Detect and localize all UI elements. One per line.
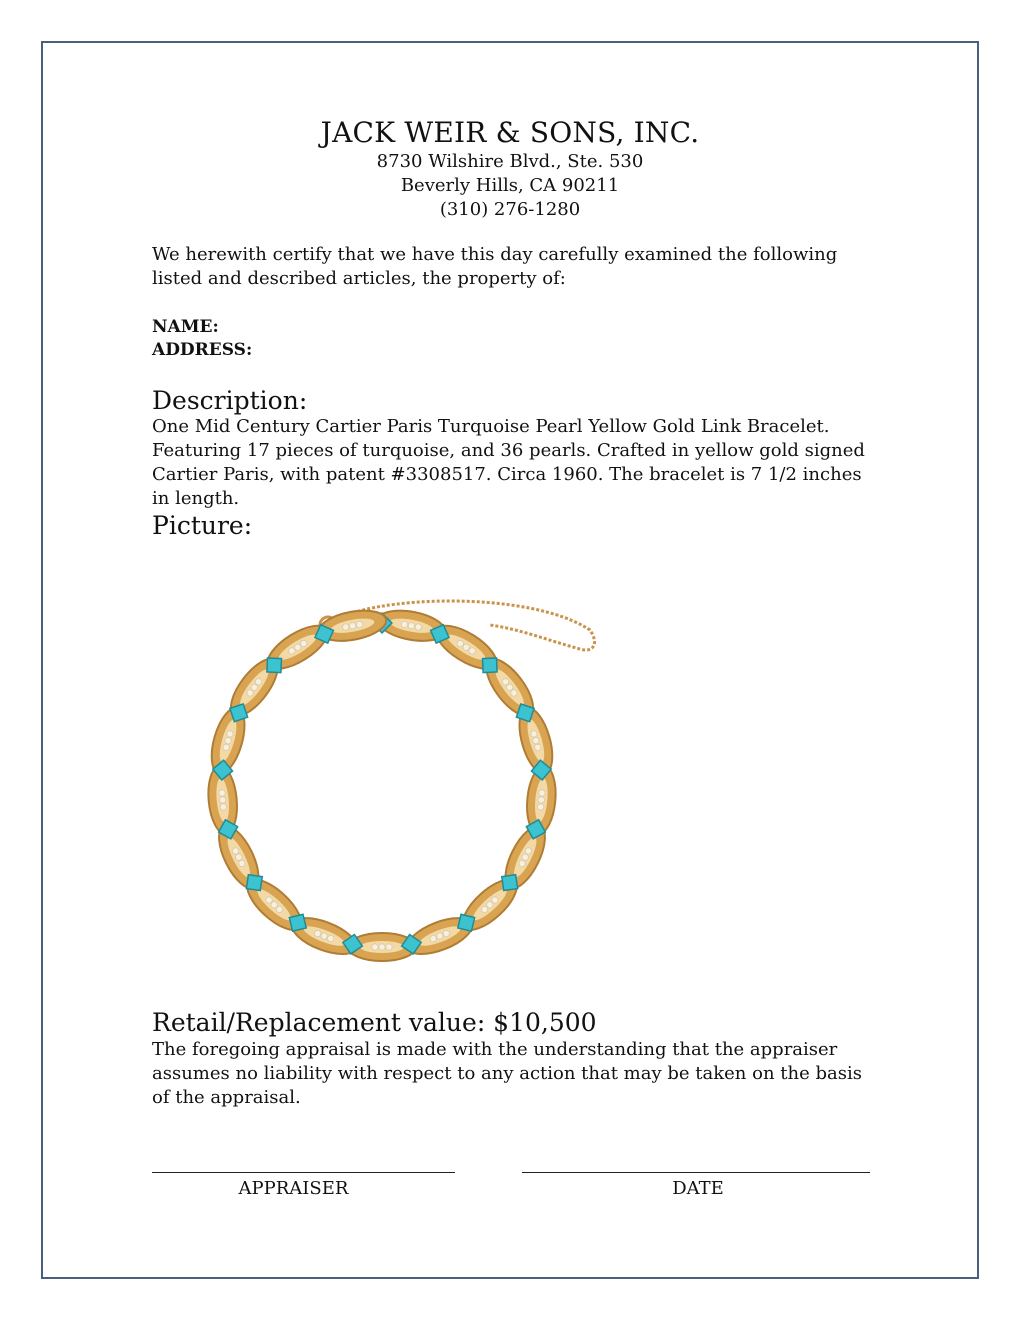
company-name: JACK WEIR & SONS, INC. xyxy=(320,116,700,149)
address-field xyxy=(152,338,882,362)
bracelet-photo xyxy=(200,585,610,965)
pearl xyxy=(506,684,512,690)
pearl xyxy=(349,623,355,629)
pearl xyxy=(239,860,245,866)
pearl xyxy=(401,621,407,627)
pearl xyxy=(511,690,517,696)
pearl xyxy=(301,640,307,646)
pearl xyxy=(430,935,436,941)
turquoise-stone xyxy=(502,875,518,891)
pearl xyxy=(225,737,231,743)
turquoise-stone xyxy=(246,875,262,891)
pearl xyxy=(232,848,238,854)
description-title: Description: xyxy=(152,386,308,415)
pearl xyxy=(539,790,545,796)
appraiser-signature-line xyxy=(152,1172,455,1173)
pearl xyxy=(227,731,233,737)
pearl xyxy=(502,679,508,685)
pearl xyxy=(255,679,261,685)
pearl xyxy=(379,944,385,950)
pearl xyxy=(219,797,225,803)
pearl xyxy=(236,854,242,860)
pearl xyxy=(519,860,525,866)
pearl xyxy=(463,644,469,650)
picture-title: Picture: xyxy=(152,511,253,540)
name-label: NAME: xyxy=(152,317,219,337)
description-text: One Mid Century Cartier Paris Turquoise Pearl Yellow Gold Link Bracelet. Featuring 17 pieces of turquoise, and 36 pearls. Crafted in yellow gold signed Cartier Paris, with patent #3308517. Circa 1960. The bracelet is 7 1/2 inches in length. xyxy=(152,416,865,509)
pearl xyxy=(469,648,475,654)
pearl xyxy=(356,621,362,627)
pearl xyxy=(266,897,272,903)
pearl xyxy=(314,930,320,936)
pearl xyxy=(492,897,498,903)
turquoise-stone xyxy=(458,914,475,931)
pearl xyxy=(533,737,539,743)
company-address-line2: Beverly Hills, CA 90211 xyxy=(400,175,620,196)
pearl xyxy=(223,744,229,750)
pearl xyxy=(321,933,327,939)
pearl xyxy=(538,797,544,803)
pearl xyxy=(219,790,225,796)
pearl xyxy=(386,944,392,950)
name-field xyxy=(152,315,882,339)
pearl xyxy=(295,644,301,650)
pearl xyxy=(415,624,421,630)
pearl xyxy=(437,933,443,939)
disclaimer-text: The foregoing appraisal is made with the understanding that the appraiser assumes no liability with respect to any action that may be taken on the basis of the appraisal. xyxy=(152,1039,862,1108)
pearl xyxy=(457,640,463,646)
certification-text: We herewith certify that we have this day carefully examined the following listed and described articles, the property of: xyxy=(152,244,838,289)
pearl xyxy=(537,804,543,810)
company-address-line1: 8730 Wilshire Blvd., Ste. 530 xyxy=(376,151,644,172)
bracelet-links xyxy=(205,606,558,962)
pearl xyxy=(481,906,487,912)
pearl xyxy=(289,648,295,654)
pearl xyxy=(276,906,282,912)
pearl xyxy=(443,930,449,936)
turquoise-stone xyxy=(289,914,306,931)
date-label: DATE xyxy=(672,1178,724,1199)
turquoise-stone xyxy=(267,658,282,673)
pearl xyxy=(372,944,378,950)
pearl xyxy=(525,848,531,854)
pearl xyxy=(487,902,493,908)
date-signature-line xyxy=(522,1172,870,1173)
pearl xyxy=(251,684,257,690)
retail-value: Retail/Replacement value: $10,500 xyxy=(152,1008,597,1037)
pearl xyxy=(328,935,334,941)
pearl xyxy=(220,804,226,810)
pearl xyxy=(271,902,277,908)
appraiser-label: APPRAISER xyxy=(238,1178,349,1199)
address-label: ADDRESS: xyxy=(152,340,253,360)
pearl xyxy=(343,624,349,630)
pearl xyxy=(531,731,537,737)
company-phone: (310) 276-1280 xyxy=(439,199,581,220)
turquoise-stone xyxy=(482,658,497,673)
pearl xyxy=(535,744,541,750)
pearl xyxy=(522,854,528,860)
pearl xyxy=(247,690,253,696)
pearl xyxy=(408,623,414,629)
